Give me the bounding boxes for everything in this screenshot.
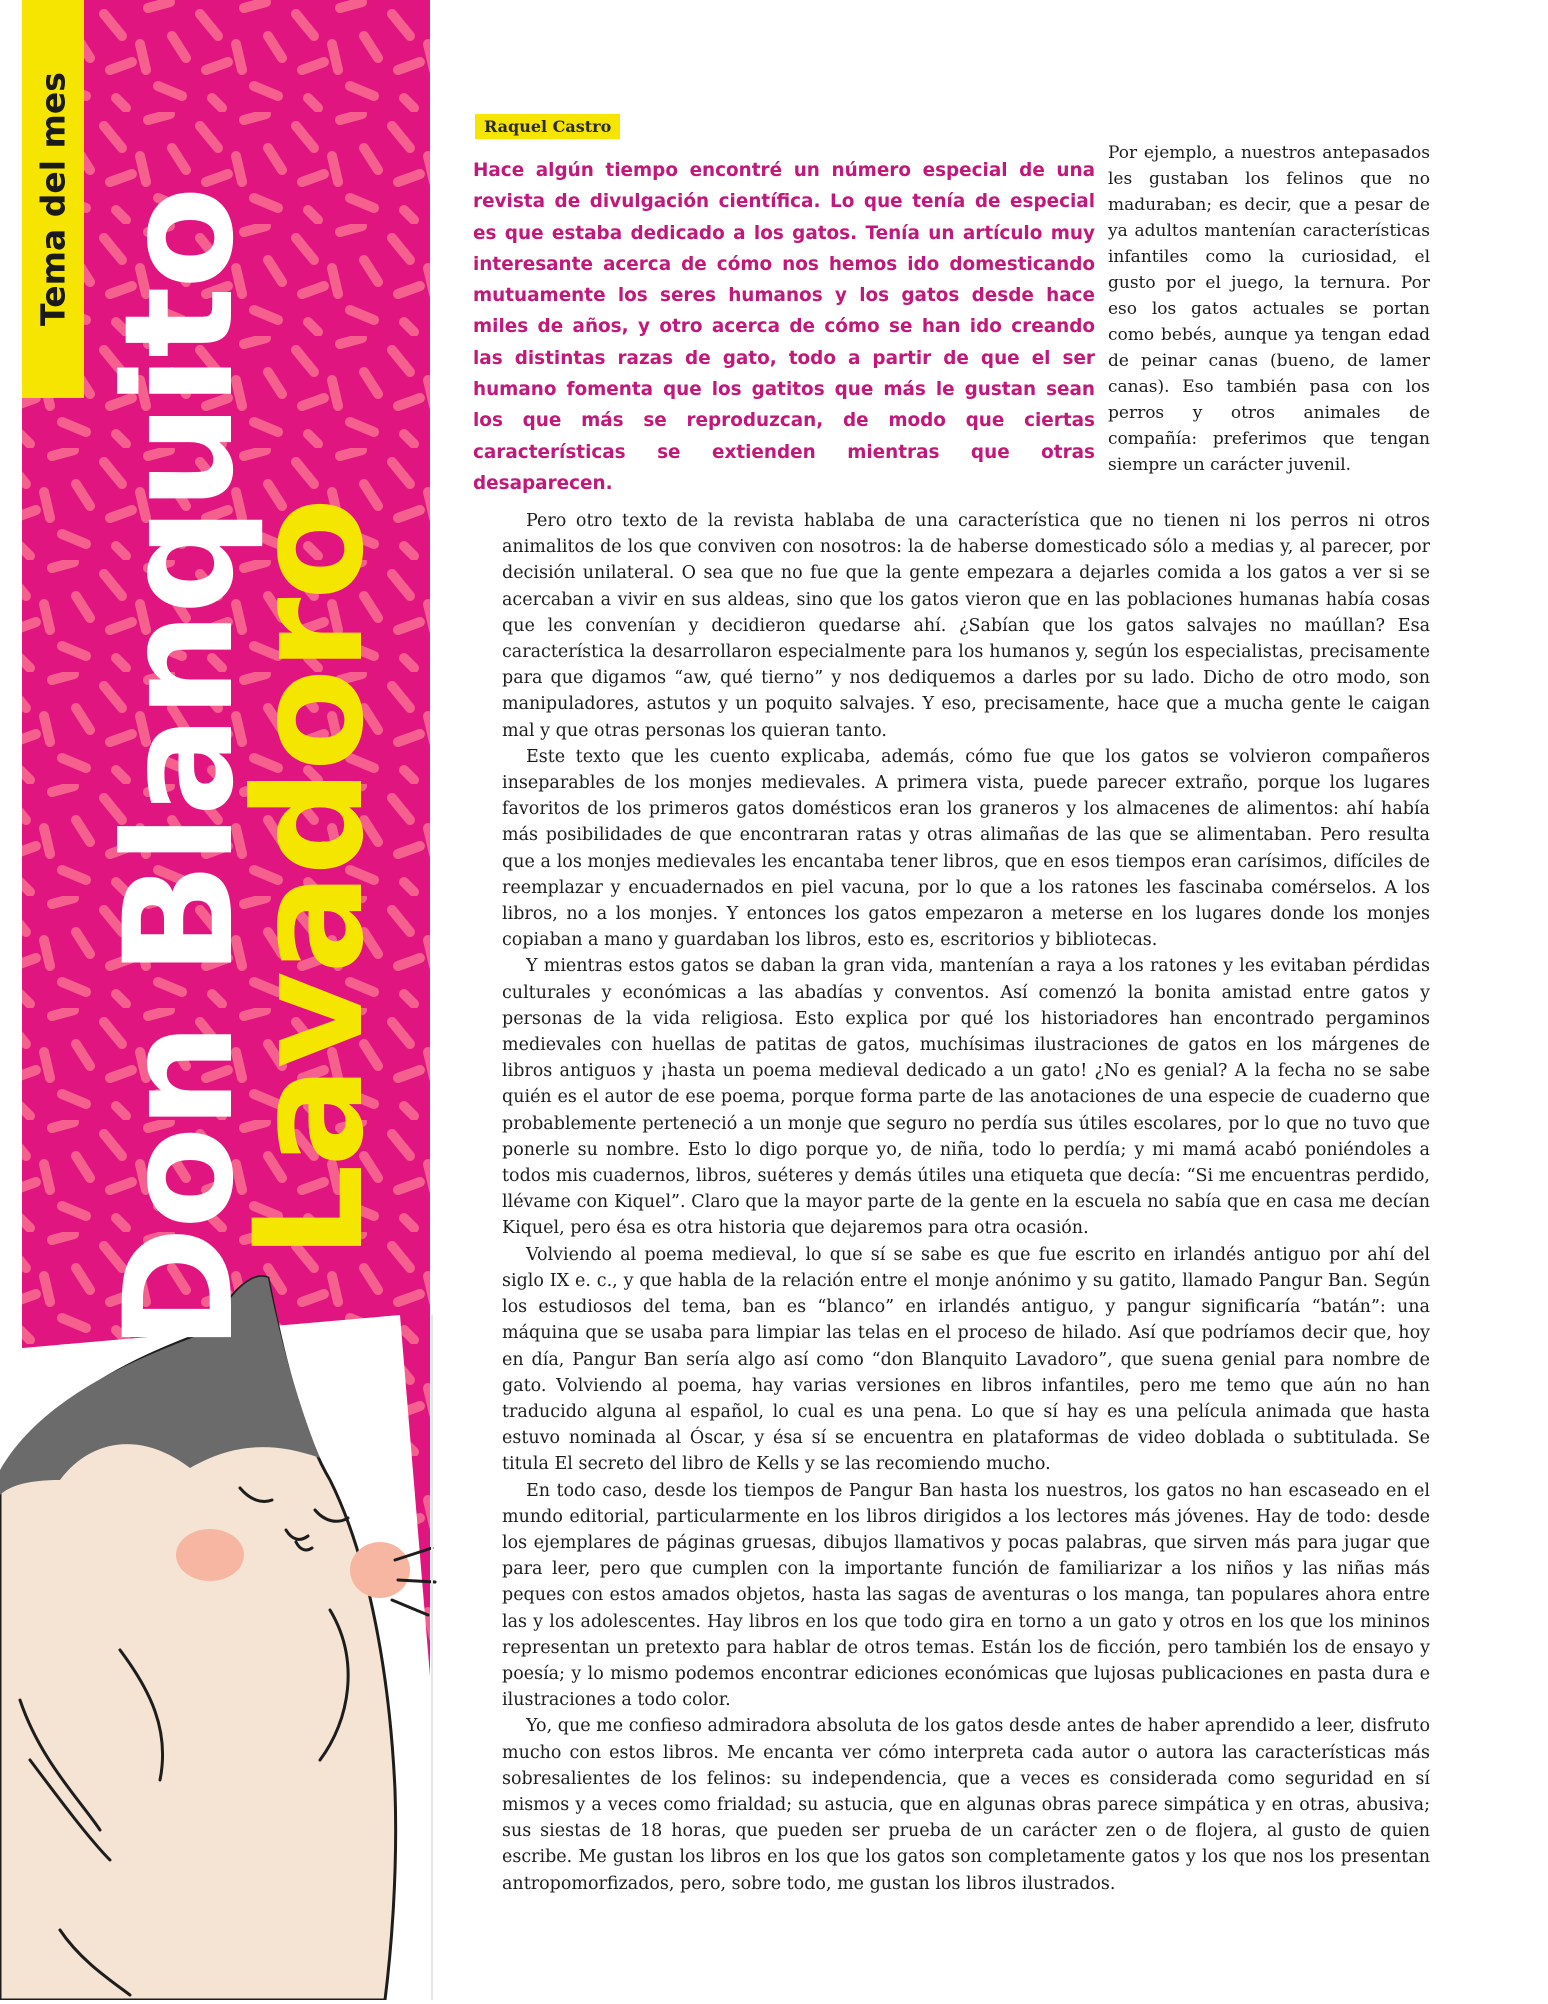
body-paragraph: Y mientras estos gatos se daban la gran vida, mantenían a raya a los ratones y les evitaban pérdidas culturales y económicas a las abadías y conventos. Así comenzó la bonita amistad entre gatos y personas de la vida religiosa. Esto explica por qué los historiadores han encontrado pergaminos medievales con huellas de patitas de gatos, muchísimas ilustraciones de gatos en los márgenes de libros antiguos y ¡hasta un poema medieval dedicado a un gato! ¿No es genial? A la fecha no se sabe quién es el autor de ese poema, porque forma parte de las anotaciones de una especie de cuaderno que probablemente perteneció a un monje que seguro no perdía sus útiles escolares, por lo que no tuvo que ponerle su nombre. Esto lo digo porque yo, de niña, todo lo perdía; y mi mamá acabó poniéndoles a todos mis cuadernos, libros, suéteres y demás útiles una etiqueta que decía: “Si me encuentras perdido, llévame con Kiquel”. Claro que la mayor parte de la gente en la escuela no sabía que en casa me decían Kiquel, pero ésa es otra historia que dejaremos para otra ocasión. bbox=[502, 956, 1430, 1239]
cat-cheek bbox=[350, 1542, 410, 1598]
side-paragraph: Por ejemplo, a nuestros antepasados les gustaban los felinos que no maduraban; es decir, que a pesar de ya adultos mantenían características infantiles como la curiosidad, el gusto por el juego, la ternura. Por eso los gatos actuales se portan como bebés, aunque ya tengan edad de peinar canas (bueno, de lamer canas). Eso también pasa con los perros y otros animales de compañía: preferimos que tengan siempre un carácter juvenil. bbox=[1108, 143, 1430, 475]
body-paragraph: Volviendo al poema medieval, lo que sí se sabe es que fue escrito en irlandés antiguo por ahí del siglo IX e. c., y que habla de la relación entre el monje anónimo y su gatito, llamado Pangur Ban. Según los estudiosos del tema, ban es “blanco” en irlandés antiguo, y pangur significaría “batán”: una máquina que se usaba para limpiar las telas en el proceso de hilado. Así que podríamos decir que, hoy en día, Pangur Ban sería algo así como “don Blanquito Lavadoro”, que suena genial para nombre de gato. Volviendo al poema, hay varias versiones en libros infantiles, pero me temo que aún no han traducido alguna al español, lo cual es una pena. Lo que sí hay es una película animada que hasta estuvo nominada al Óscar, y ésa sí se encuentra en plataformas de video doblada o subtitulada. Se titula El secreto del libro de Kells y se las recomiendo mucho. bbox=[502, 1244, 1430, 1475]
article-body bbox=[502, 508, 1430, 1897]
intro-paragraph: Hace algún tiempo encontré un número especial de una revista de divulgación científica. Lo que tenía de especial es que estaba dedicado a los gatos. Tenía un artículo muy interesante acerca de cómo nos hemos ido domesticando mutuamente los seres humanos y los gatos desde hace miles de años, y otro acerca de cómo se han ido creando las distintas razas de gato, todo a partir de que el ser humano fomenta que los gatitos que más le gustan sean los que más se reproduzcan, de modo que ciertas características se extienden mientras que otras desaparecen. bbox=[473, 160, 1095, 494]
body-paragraph: Este texto que les cuento explicaba, además, cómo fue que los gatos se volvieron compañeros inseparables de los monjes medievales. A primera vista, puede parecer extraño, porque los lugares favoritos de los primeros gatos domésticos eran los graneros y los almacenes de alimentos: ahí había más posibilidades de que encontraran ratas y otras alimañas de las que se alimentaban. Pero resulta que a los monjes medievales les encantaba tener libros, que en esos tiempos eran carísimos, difíciles de reemplazar y encuadernados en piel vacuna, por lo que a los ratones les fascinaba comérselos. A los libros, no a los monjes. Y entonces los gatos empezaron a meterse en los lugares donde los monjes copiaban a mano y guardaban los libros, esto es, escritorios y bibliotecas. bbox=[502, 746, 1430, 951]
body-paragraph: Yo, que me confieso admiradora absoluta de los gatos desde antes de haber aprendido a leer, disfruto mucho con estos libros. Me encanta ver cómo interpreta cada autor o autora las características más sobresalientes de los felinos: su independencia, que a veces es considerada como seguridad en sí mismos y a veces como frialdad; su astucia, que en algunas obras parece simpática y en otras, abusiva; sus siestas de 18 horas, que pueden ser prueba de un carácter zen o de flojera, al gusto de quien escribe. Me gustan los libros en los que los gatos son completamente gatos y los que nos los presentan antropomorfizados, pero, sobre todo, me gustan los libros ilustrados. bbox=[502, 1716, 1430, 1894]
cat-cheek bbox=[176, 1529, 244, 1581]
title-banner bbox=[0, 0, 445, 2000]
section-tag bbox=[22, 0, 84, 398]
body-paragraph: Pero otro texto de la revista hablaba de una característica que no tienen ni los perros ni otros animalitos de los que conviven con nosotros: la de haberse domesticado sólo a medias y, al parecer, por decisión unilateral. O sea que no fue que la gente empezara a dejarles comida a los gatos a ver si se acercaban a vivir en sus aldeas, sino que los gatos vieron que en las poblaciones humanas había cosas que les convenían y decidieron quedarse ahí. ¿Sabían que los gatos salvajes no maúllan? Esa característica la desarrollaron especialmente para los humanos y, según los especialistas, precisamente para que digamos “aw, qué tierno” y nos dediquemos a darles por su lado. Dicho de otro modo, son manipuladores, astutos y un poquito salvajes. Y eso, precisamente, hace que a mucha gente le caigan mal y que otras personas los quieran tanto. bbox=[502, 511, 1430, 741]
title-line-2: Lavadoro bbox=[223, 500, 397, 1260]
author-byline: Raquel Castro bbox=[475, 114, 620, 139]
section-label: Tema del mes bbox=[33, 72, 73, 326]
title-line-1: Don Blanquito bbox=[93, 189, 267, 1351]
body-paragraph: En todo caso, desde los tiempos de Pangur Ban hasta los nuestros, los gatos no han escaseado en el mundo editorial, particularmente en los libros dirigidos a los lectores más jóvenes. Hay de todo: desde los ejemplares de páginas gruesas, dibujos llamativos y pocas palabras, que sirven más para jugar que para leer, pero que cumplen con la importante función de familiarizar a los niños y las niñas más peques con estos amados objetos, hasta las sagas de aventuras o los manga, tan populares ahora entre las y los adolescentes. Hay libros en los que todo gira en torno a un gato y otros en los que los mininos representan un pretexto para hablar de otros temas. Están los de ficción, pero también los de ensayo y poesía; y lo mismo podemos encontrar ediciones económicas que lujosas publicaciones en pasta dura e ilustraciones a todo color. bbox=[502, 1480, 1430, 1711]
